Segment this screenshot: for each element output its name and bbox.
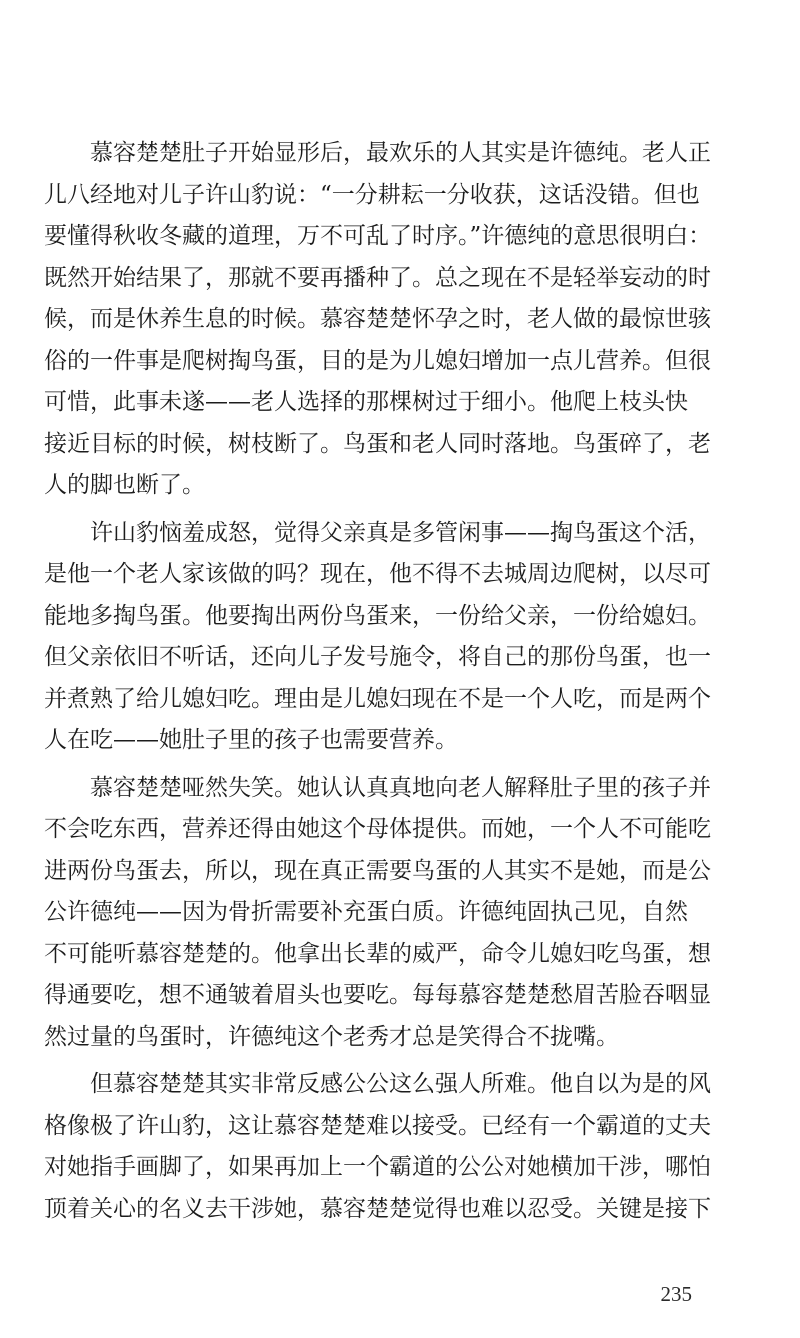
text-line: 人的脚也断了。	[44, 472, 205, 498]
text-line: 格像极了许山豹，这让慕容楚楚难以接受。已经有一个霸道的丈夫	[44, 1112, 711, 1139]
text-line: 顶着关心的名义去干涉她，慕容楚楚觉得也难以忍受。关键是接下	[44, 1195, 711, 1222]
text-line: 是他一个老人家该做的吗？现在，他不得不去城周边爬树，以尽可	[44, 561, 711, 587]
text-line: 俗的一件事是爬树掏鸟蛋，目的是为儿媳妇增加一点儿营养。但很	[44, 347, 711, 374]
text-line: 候，而是休养生息的时候。慕容楚楚怀孕之时，老人做的最惊世骇	[44, 306, 711, 332]
text-line: 要懂得秋收冬藏的道理，万不可乱了时序。”许德纯的意思很明白：	[44, 223, 712, 249]
text-line: 但父亲依旧不听话，还向儿子发号施令，将自己的那份鸟蛋，也一	[44, 644, 711, 670]
text-line: 公许德纯——因为骨折需要补充蛋白质。许德纯固执己见，自然	[44, 899, 688, 925]
text-line: 但慕容楚楚其实非常反感公公这么强人所难。他自以为是的风	[90, 1071, 711, 1097]
text-line: 得通要吃，想不通皱着眉头也要吃。每每慕容楚楚愁眉苦脸吞咽显	[44, 982, 711, 1008]
text-line: 慕容楚楚肚子开始显形后，最欢乐的人其实是许德纯。老人正	[90, 140, 711, 166]
text-line: 能地多掏鸟蛋。他要掏出两份鸟蛋来，一份给父亲，一份给媳妇。	[44, 602, 711, 629]
text-line: 进两份鸟蛋去，所以，现在真正需要鸟蛋的人其实不是她，而是公	[44, 857, 711, 884]
text-line: 既然开始结果了，那就不要再播种了。总之现在不是轻举妄动的时	[44, 264, 711, 291]
page-number: 235	[660, 1282, 692, 1306]
text-line: 可惜，此事未遂——老人选择的那棵树过于细小。他爬上枝头快	[44, 389, 688, 415]
text-line: 不可能听慕容楚楚的。他拿出长辈的威严，命令儿媳妇吃鸟蛋，想	[44, 940, 711, 967]
text-line: 对她指手画脚了，如果再加上一个霸道的公公对她横加干涉，哪怕	[44, 1154, 711, 1180]
text-line: 并煮熟了给儿媳妇吃。理由是儿媳妇现在不是一个人吃，而是两个	[44, 685, 711, 712]
text-line: 慕容楚楚哑然失笑。她认认真真地向老人解释肚子里的孩子并	[90, 774, 711, 801]
text-line: 接近目标的时候，树枝断了。鸟蛋和老人同时落地。鸟蛋碎了，老	[44, 430, 711, 457]
text-line: 然过量的鸟蛋时，许德纯这个老秀才总是笑得合不拢嘴。	[44, 1023, 619, 1050]
text-line: 不会吃东西，营养还得由她这个母体提供。而她，一个人不可能吃	[44, 816, 711, 842]
text-line: 人在吃——她肚子里的孩子也需要营养。	[44, 727, 458, 753]
text-line: 儿八经地对儿子许山豹说：“一分耕耘一分收获，这话没错。但也	[44, 181, 700, 208]
text-line: 许山豹恼羞成怒，觉得父亲真是多管闲事——掏鸟蛋这个活，	[90, 519, 711, 546]
